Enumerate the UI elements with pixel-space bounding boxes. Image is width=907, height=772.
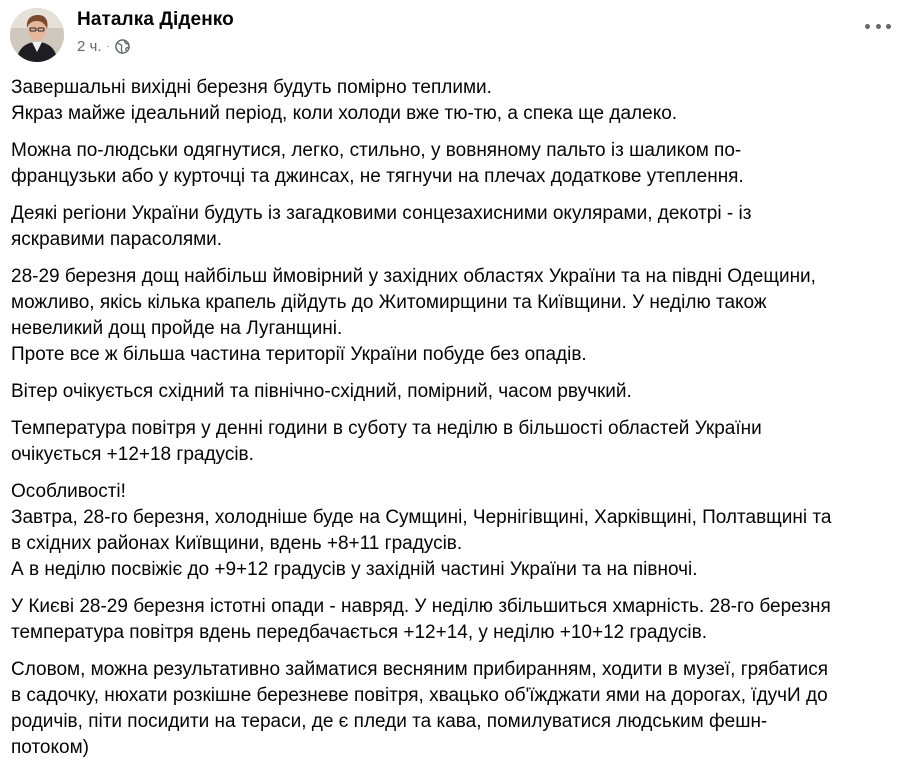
post-paragraph: Завершальні вихідні березня будуть помірно теплими. Якраз майже ідеальний період, коли холоди вже тю-тю, а спека ще далеко.	[11, 77, 678, 124]
post-paragraph: У Києві 28-29 березня істотні опади - навряд. У неділю збільшиться хмарність. 28-го березня температура повітря вдень передбачається +12+14, у неділю +10+12 градусів.	[11, 596, 831, 643]
profile-photo	[10, 8, 64, 62]
post-paragraph: Словом, можна результативно займатися весняним прибиранням, ходити в музеї, грябатися в садочку, нюхати розкішне березневе повітря, хвацько об'їжджати ями на дорогах, їдучИ до родичів, піти посидити на тераси, де є пледи та кава, помилуватися людським фешн- потоком)	[11, 659, 829, 758]
post-paragraph: Деякі регіони України будуть із загадковими сонцезахисними окулярами, декотрі - із яскравими парасолями.	[11, 203, 752, 250]
post-paragraph: Особливості! Завтра, 28-го березня, холодніше буде на Сумщині, Чернігівщині, Харківщині, Полтавщині та в східних районах Київщини, вдень +8+11 градусів. А в неділю посвіжіє до +9+12 градусів у західній частині України та на півночі.	[11, 481, 832, 580]
post-paragraph: Температура повітря у денні години в суботу та неділю в більшості областей України очікується +12+18 градусів.	[11, 418, 762, 465]
avatar[interactable]	[10, 8, 64, 62]
post-header	[10, 7, 897, 63]
post-timestamp[interactable]: 2 ч.	[77, 38, 102, 55]
post-paragraph: 28-29 березня дощ найбільш ймовірний у західних областях України та на півдні Одещини, можливо, якісь кілька крапель дійдуть до Житомирщини та Київщини. У неділю також невеликий дощ пройде на Луганщині. Проте все ж більша частина території України побуде без опадів.	[11, 266, 816, 365]
globe-icon[interactable]	[115, 39, 130, 54]
post-text	[11, 75, 904, 772]
post-paragraph: Вітер очікується східний та північно-східний, помірний, часом рвучкий.	[11, 381, 632, 402]
author-name[interactable]: Наталка Діденко	[77, 9, 234, 30]
post-paragraph: Можна по-людськи одягнутися, легко, стильно, у вовняному пальто із шаликом по- французьки або у курточці та джинсах, не тягнучи на плечах додаткове утеплення.	[11, 140, 744, 187]
post-meta	[77, 38, 130, 55]
more-horizontal-icon[interactable]	[865, 18, 891, 34]
meta-separator: ·	[106, 41, 110, 52]
